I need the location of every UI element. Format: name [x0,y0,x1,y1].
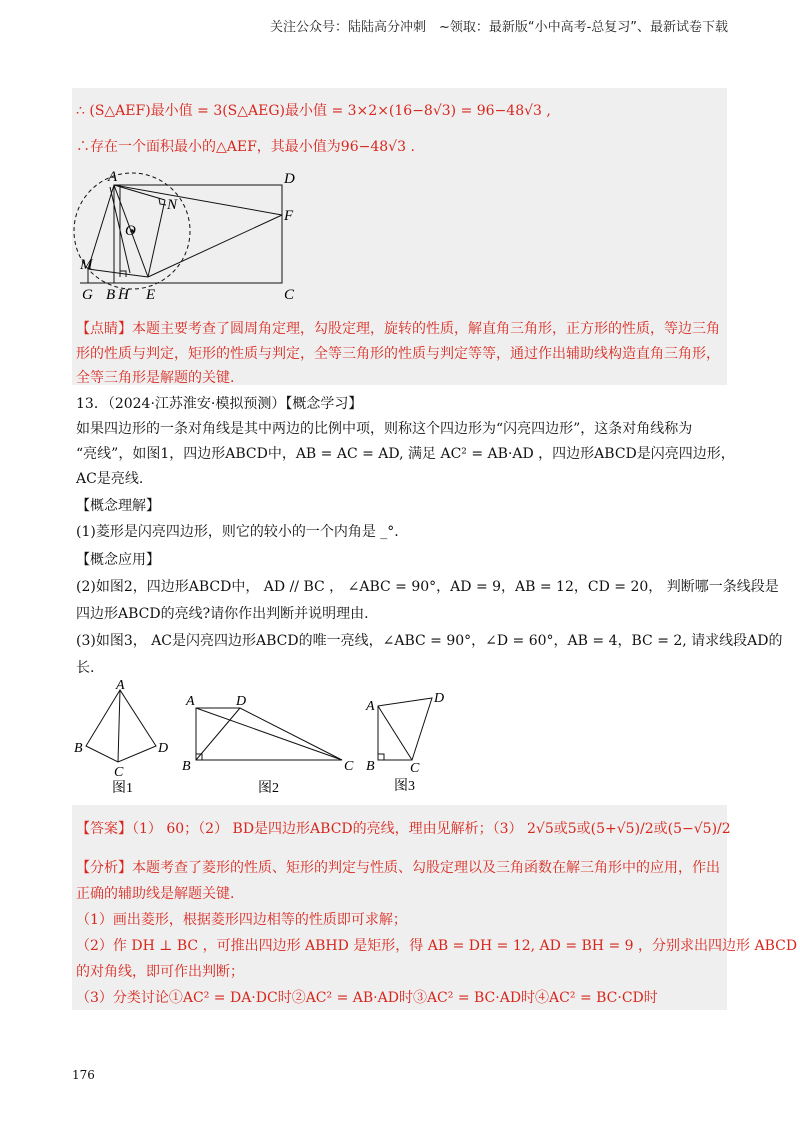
page-number: 176 [72,1068,95,1082]
figure-label: A [108,169,118,185]
fig1-caption: 图1 [112,781,133,795]
section-heading: 【概念理解】 [76,498,160,514]
fig3-label-a: A [366,699,375,714]
figure-1-kite [70,680,180,795]
analysis-line: （1）画出菱形，根据菱形四边相等的性质即可求解； [76,912,407,928]
problem-line: 如果四边形的一条对角线是其中两边的比例中项，则称这个四边形为“闪亮四边形”，这条对角线称为 [76,421,693,437]
page-header: 关注公众号：陆陆高分冲刺 ~领取：最新版“小中高考-总复习”、最新试卷下载 [269,20,728,35]
analysis-line: （2）作 DH ⊥ BC ，可推出四边形 ABHD 是矩形，得 AB = DH = 12, AD = BH = 9 ，分别求出四边形 ABCD [76,938,798,954]
figure-label: C [284,287,295,303]
comment-line-2: 形的性质与判定，矩形的性质与判定，全等三角形的性质与判定等等，通过作出辅助线构造直角三角形， [76,346,720,362]
figure-2-trapezoid [178,688,358,794]
figure-label: G [82,287,93,303]
figure-3-quadrilateral [360,684,455,794]
comment-line-3: 全等三角形是解题的关键. [76,370,235,386]
fig1-label-c: C [114,765,124,780]
figure-label: M [80,257,93,273]
question-3: (3)如图3， AC是闪亮四边形ABCD的唯一亮线，∠ABC = 90°，∠D = 60°，AB = 4，BC = 2, 请求线段AD的 [76,633,783,649]
figure-label: H [118,287,129,303]
question-2-cont: 四边形ABCD的亮线?请你作出判断并说明理由. [76,606,369,622]
figure-label: O [125,223,136,239]
fig2-caption: 图2 [258,781,279,794]
fig3-label-c: C [410,761,420,776]
problem-line: AC是亮线. [76,471,144,487]
fig3-label-b: B [366,759,375,774]
fig1-label-d: D [158,741,169,756]
comment-line-1: 【点睛】本题主要考查了圆周角定理，勾股定理，旋转的性质，解直角三角形，正方形的性质，等边三角 [76,321,720,337]
figure-label: N [167,197,178,213]
fig1-label-b: B [74,741,83,756]
problem-line: “亮线”，如图1，四边形ABCD中，AB = AC = AD, 满足 AC² = AB·AD ，四边形ABCD是闪亮四边形， [76,446,735,462]
fig2-label-d: D [236,694,247,709]
fig2-label-c: C [344,759,354,774]
analysis-line: （3）分类讨论①AC² = DA·DC时②AC² = AB·AD时③AC² = BC·AD时④AC² = BC·CD时 [76,990,658,1006]
fig1-label-a: A [116,680,125,693]
minimum-area-conclusion: ∴存在一个面积最小的△AEF，其最小值为96−48√3 . [76,139,415,155]
figure-label: F [284,208,294,224]
question-2: (2)如图2，四边形ABCD中， AD // BC ， ∠ABC = 90°，AD = 9，AB = 12，CD = 20， 判断哪一条线段是 [76,579,779,595]
figure-label: D [284,171,295,187]
fig3-label-d: D [434,691,445,706]
question-1: (1)菱形是闪亮四边形，则它的较小的一个内角是 _°. [76,524,399,540]
analysis-line: 【分析】本题考查了菱形的性质、矩形的判定与性质、勾股定理以及三角函数在解三角形中的应用，作出 [76,860,720,876]
figure-label: E [146,287,156,303]
figure-label: B [106,287,116,303]
question-3-cont: 长. [76,660,95,676]
analysis-line: 正确的辅助线是解题关键. [76,886,235,902]
problem-title: 13．（2024·江苏淮安·模拟预测）【概念学习】 [76,396,363,412]
fig2-label-b: B [182,759,191,774]
section-heading: 【概念应用】 [76,552,160,568]
answer-line: 【答案】（1） 60；（2） BD是四边形ABCD的亮线，理由见解析；（3） 2√5或5或(5+√5)/2或(5−√5)/2 [76,821,731,837]
fig2-label-a: A [186,694,195,709]
area-equation-line: ∴ (S△AEF)最小值 = 3(S△AEG)最小值 = 3×2×(16−8√3) = 96−48√3 , [76,103,551,119]
analysis-line: 的对角线，即可作出判断； [76,964,244,980]
geometry-figure-square [70,165,310,305]
fig3-caption: 图3 [394,779,415,794]
